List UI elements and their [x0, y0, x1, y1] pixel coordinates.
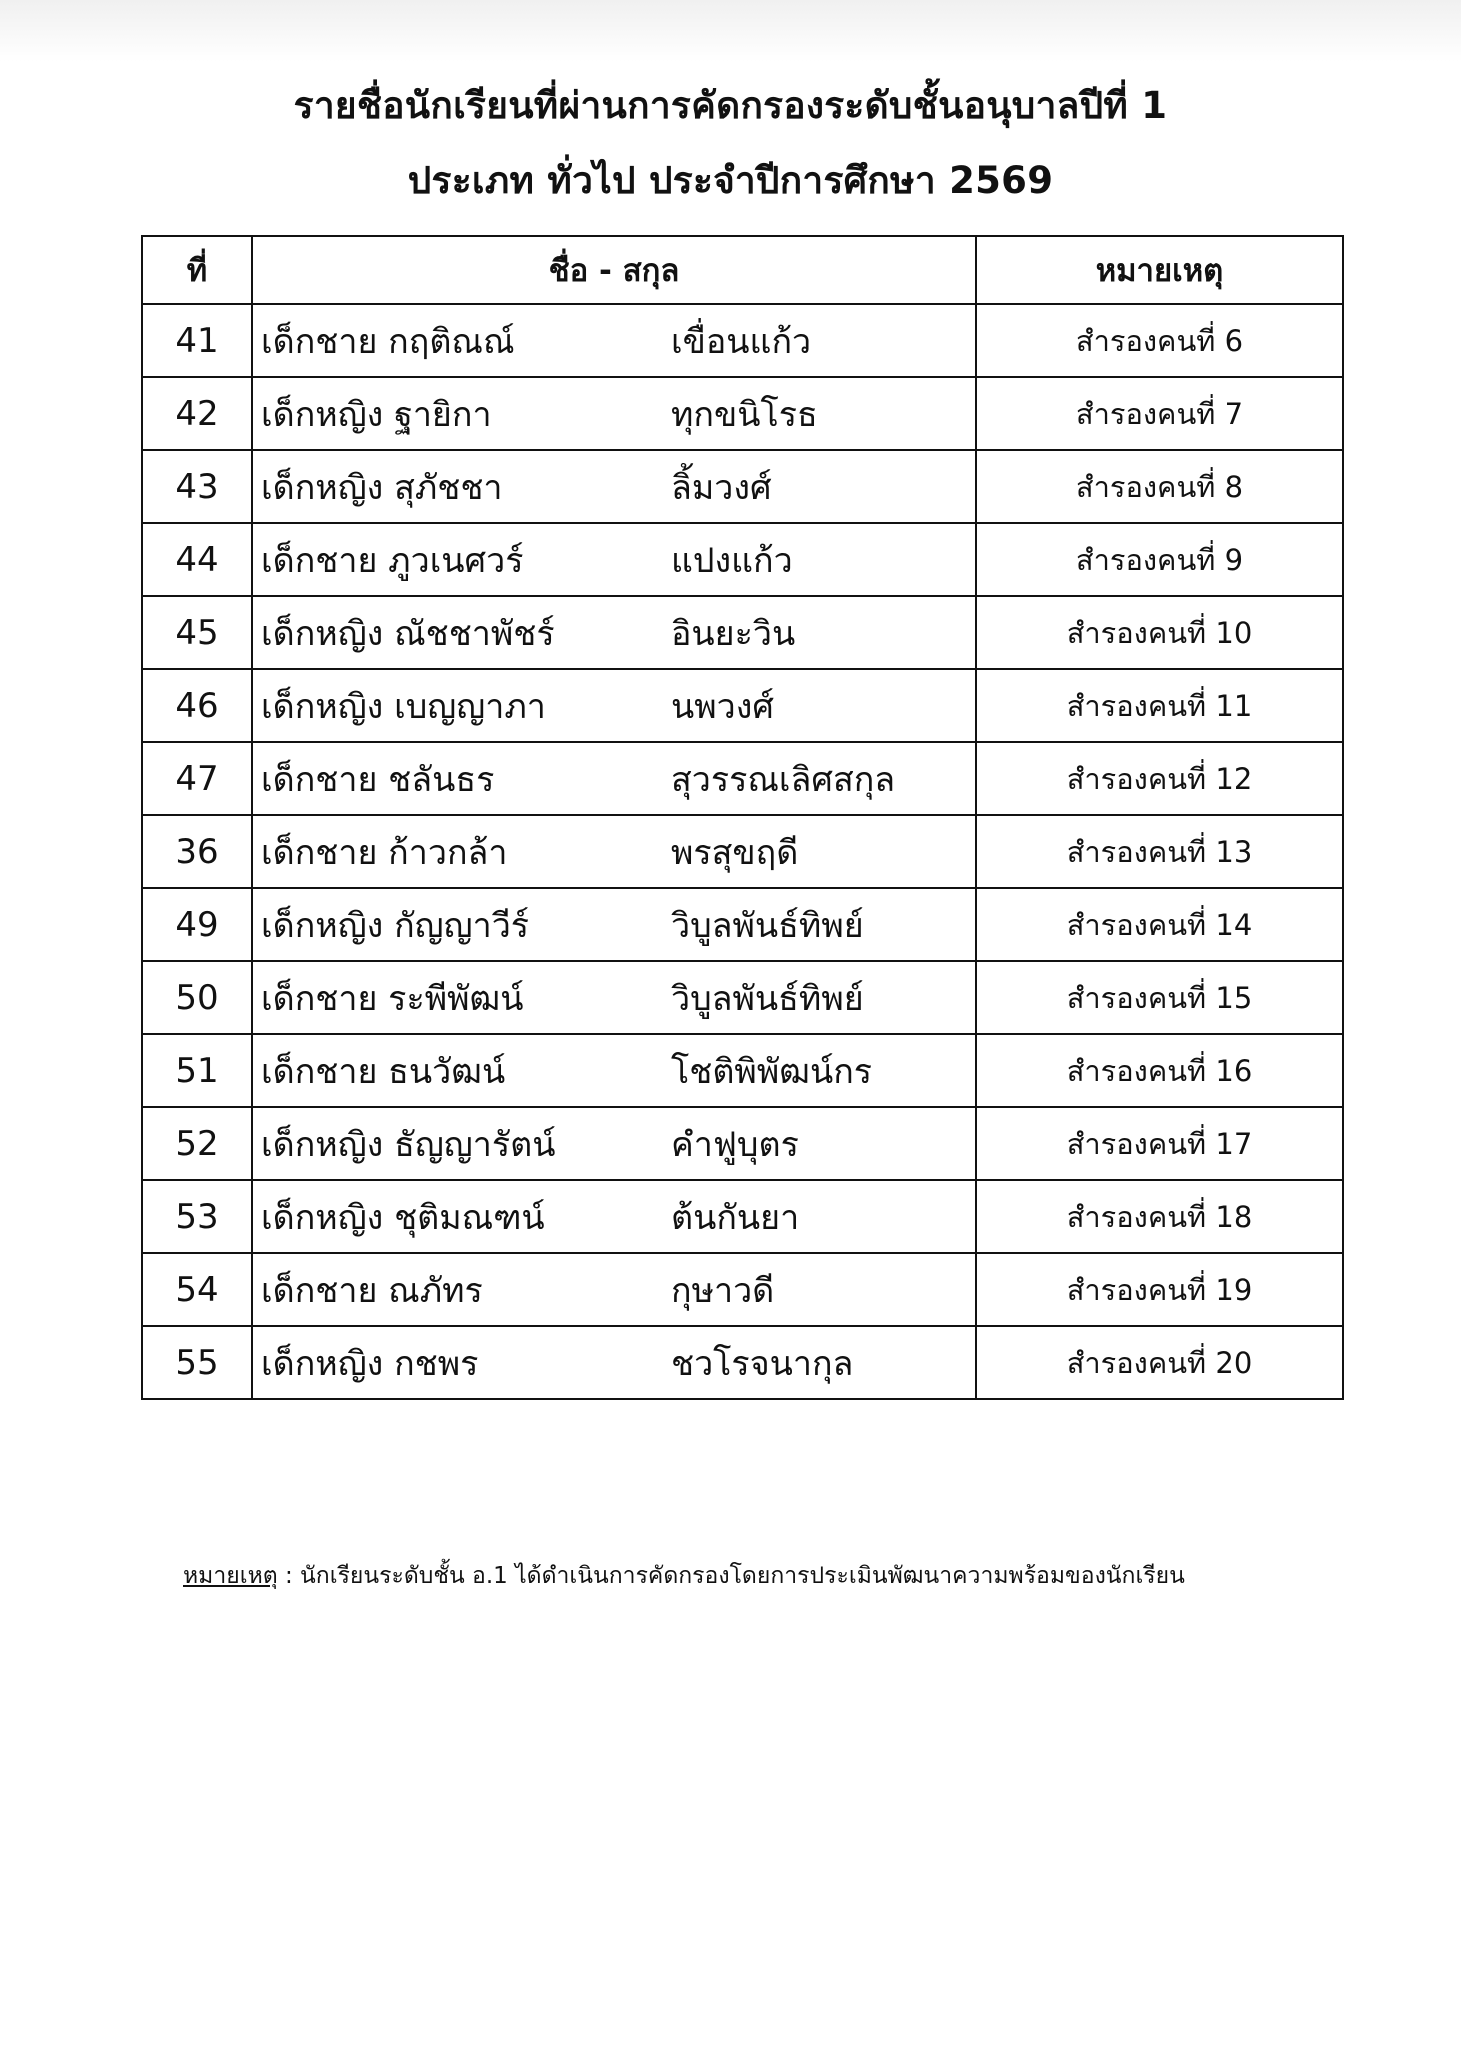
table-row — [142, 1253, 1343, 1326]
row-number: 54 — [142, 1253, 252, 1326]
student-first-name: เด็กหญิง เบญญาภา — [261, 686, 546, 727]
student-last-name: โชติพิพัฒน์กร — [671, 1051, 873, 1092]
student-name-cell — [252, 742, 976, 815]
table-row — [142, 596, 1343, 669]
row-note: สำรองคนที่ 18 — [976, 1180, 1343, 1253]
row-number: 43 — [142, 450, 252, 523]
student-last-name: ทุกขนิโรธ — [671, 394, 818, 435]
student-last-name: เขื่อนแก้ว — [671, 321, 812, 362]
row-note: สำรองคนที่ 8 — [976, 450, 1343, 523]
student-last-name: คำฟูบุตร — [671, 1124, 799, 1165]
table-row — [142, 815, 1343, 888]
student-first-name: เด็กชาย ชลันธร — [261, 759, 495, 800]
table-row — [142, 888, 1343, 961]
row-number: 41 — [142, 304, 252, 377]
student-first-name: เด็กหญิง กชพร — [261, 1343, 479, 1384]
student-last-name: พรสุขฤดี — [671, 832, 799, 873]
document-subtitle: ประเภท ทั่วไป ประจำปีการศึกษา 2569 — [407, 159, 1054, 202]
footnote — [183, 1558, 1185, 1594]
row-note: สำรองคนที่ 6 — [976, 304, 1343, 377]
row-number: 55 — [142, 1326, 252, 1399]
table-row — [142, 377, 1343, 450]
header-no: ที่ — [142, 236, 252, 304]
student-last-name: วิบูลพันธ์ทิพย์ — [671, 978, 864, 1019]
row-number: 42 — [142, 377, 252, 450]
student-name-cell — [252, 377, 976, 450]
row-number: 47 — [142, 742, 252, 815]
student-name-cell — [252, 304, 976, 377]
student-last-name: อินยะวิน — [671, 613, 796, 654]
table-row — [142, 961, 1343, 1034]
row-note: สำรองคนที่ 12 — [976, 742, 1343, 815]
student-first-name: เด็กหญิง กัญญาวีร์ — [261, 905, 530, 946]
student-name-cell — [252, 1034, 976, 1107]
student-name-cell — [252, 450, 976, 523]
student-last-name: แปงแก้ว — [671, 540, 793, 581]
student-table — [141, 235, 1344, 1400]
student-first-name: เด็กชาย ณภัทร — [261, 1270, 483, 1311]
table-row — [142, 669, 1343, 742]
student-name-cell — [252, 669, 976, 742]
table-row — [142, 1326, 1343, 1399]
student-name-cell — [252, 815, 976, 888]
student-first-name: เด็กหญิง ชุติมณฑน์ — [261, 1197, 545, 1238]
student-first-name: เด็กหญิง สุภัชชา — [261, 467, 503, 508]
student-first-name: เด็กชาย ระพีพัฒน์ — [261, 978, 524, 1019]
student-first-name: เด็กชาย ภูวเนศวร์ — [261, 540, 524, 581]
student-last-name: วิบูลพันธ์ทิพย์ — [671, 905, 864, 946]
student-name-cell — [252, 1180, 976, 1253]
row-note: สำรองคนที่ 19 — [976, 1253, 1343, 1326]
student-name-cell — [252, 1253, 976, 1326]
student-first-name: เด็กหญิง ฐายิกา — [261, 394, 492, 435]
row-note: สำรองคนที่ 13 — [976, 815, 1343, 888]
table-row — [142, 1034, 1343, 1107]
student-last-name: นพวงศ์ — [671, 686, 774, 727]
student-name-cell — [252, 1107, 976, 1180]
header-note: หมายเหตุ — [976, 236, 1343, 304]
student-first-name: เด็กชาย กฤติณณ์ — [261, 321, 515, 362]
table-row — [142, 742, 1343, 815]
student-last-name: ชวโรจนากุล — [671, 1343, 854, 1384]
student-first-name: เด็กชาย ก้าวกล้า — [261, 832, 508, 873]
row-number: 44 — [142, 523, 252, 596]
student-last-name: กุษาวดี — [671, 1270, 775, 1311]
row-note: สำรองคนที่ 17 — [976, 1107, 1343, 1180]
student-last-name: ลิ้มวงศ์ — [671, 467, 772, 508]
row-note: สำรองคนที่ 16 — [976, 1034, 1343, 1107]
student-last-name: ต้นกันยา — [671, 1197, 800, 1238]
row-note: สำรองคนที่ 20 — [976, 1326, 1343, 1399]
student-name-cell — [252, 523, 976, 596]
student-name-cell — [252, 961, 976, 1034]
footnote-label: หมายเหตุ — [183, 1563, 278, 1589]
student-first-name: เด็กชาย ธนวัฒน์ — [261, 1051, 506, 1092]
row-number: 52 — [142, 1107, 252, 1180]
row-note: สำรองคนที่ 15 — [976, 961, 1343, 1034]
footnote-text: : นักเรียนระดับชั้น อ.1 ได้ดำเนินการคัดกรองโดยการประเมินพัฒนาความพร้อมของนักเรียน — [277, 1563, 1185, 1589]
table-row — [142, 1180, 1343, 1253]
row-number: 50 — [142, 961, 252, 1034]
table-header-row — [142, 236, 1343, 304]
row-note: สำรองคนที่ 7 — [976, 377, 1343, 450]
row-note: สำรองคนที่ 11 — [976, 669, 1343, 742]
student-name-cell — [252, 888, 976, 961]
row-number: 46 — [142, 669, 252, 742]
table-row — [142, 523, 1343, 596]
scan-top-edge — [0, 0, 1461, 62]
row-number: 45 — [142, 596, 252, 669]
header-name: ชื่อ - สกุล — [252, 236, 976, 304]
table-row — [142, 450, 1343, 523]
row-number: 53 — [142, 1180, 252, 1253]
row-note: สำรองคนที่ 14 — [976, 888, 1343, 961]
document-title: รายชื่อนักเรียนที่ผ่านการคัดกรองระดับชั้นอนุบาลปีที่ 1 — [293, 84, 1168, 127]
table-body — [142, 304, 1343, 1399]
row-number: 49 — [142, 888, 252, 961]
table-row — [142, 1107, 1343, 1180]
student-first-name: เด็กหญิง ณัชชาพัชร์ — [261, 613, 555, 654]
student-first-name: เด็กหญิง ธัญญารัตน์ — [261, 1124, 556, 1165]
student-name-cell — [252, 1326, 976, 1399]
student-name-cell — [252, 596, 976, 669]
student-last-name: สุวรรณเลิศสกุล — [671, 759, 896, 800]
table-row — [142, 304, 1343, 377]
row-note: สำรองคนที่ 9 — [976, 523, 1343, 596]
row-number: 36 — [142, 815, 252, 888]
row-note: สำรองคนที่ 10 — [976, 596, 1343, 669]
row-number: 51 — [142, 1034, 252, 1107]
